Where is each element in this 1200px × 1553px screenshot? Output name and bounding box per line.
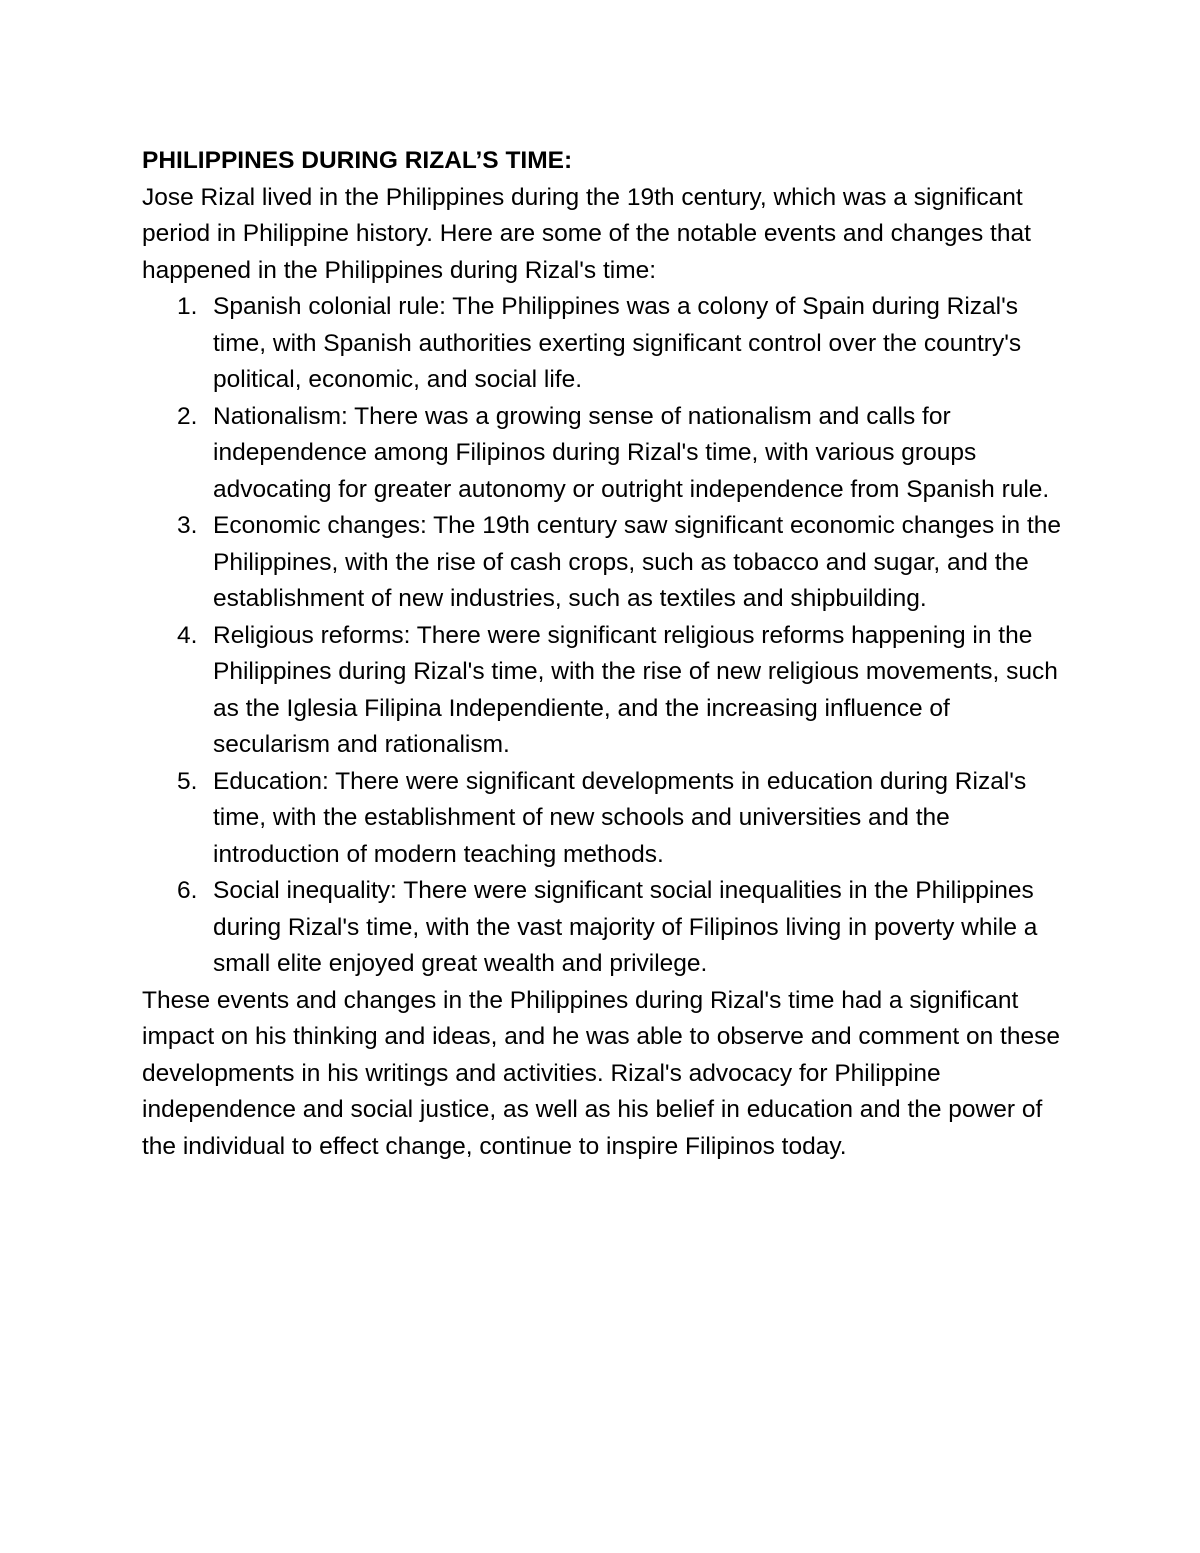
list-item xyxy=(142,289,1067,399)
list-item xyxy=(142,873,1067,983)
list-item xyxy=(142,508,1067,618)
list-item-number: 1. xyxy=(177,293,198,320)
list-item-text: Economic changes: The 19th century saw significant economic changes in the Philippines, with the rise of cash crops, such as tobacco and sugar, and the establishment of new industries, such as textiles and shipbuilding. xyxy=(213,512,1062,612)
list-item-number: 3. xyxy=(177,512,198,539)
list-item-number: 2. xyxy=(177,402,198,430)
document-title: PHILIPPINES DURING RIZAL’S TIME: xyxy=(142,147,573,174)
list-item-number: 6. xyxy=(177,877,198,904)
intro-paragraph: Jose Rizal lived in the Philippines during the 19th century, which was a significant period in Philippine history. Here are some of the notable events and changes that happened in the Philippines during Rizal's time: xyxy=(142,183,1031,284)
list-item-text: Nationalism: There was a growing sense of nationalism and calls for independence among Filipinos during Rizal's time, with various groups advocating for greater autonomy or outright independence from Spanish rule. xyxy=(213,402,1050,503)
document-body xyxy=(142,143,1067,1165)
numbered-list xyxy=(142,289,1067,983)
list-item xyxy=(142,399,1067,509)
list-item-number: 4. xyxy=(177,621,198,649)
conclusion-paragraph: These events and changes in the Philippines during Rizal's time had a significant impact on his thinking and ideas, and he was able to observe and comment on these developments in his writings and activities. Rizal's advocacy for Philippine independence and social justice, as well as his belief in education and the power of the individual to effect change, continue to inspire Filipinos today. xyxy=(142,986,1060,1160)
list-item xyxy=(142,764,1067,874)
list-item-text: Religious reforms: There were significant religious reforms happening in the Philippines during Rizal's time, with the rise of new religious movements, such as the Iglesia Filipina Independiente, and the increasing influence of secularism and rationalism. xyxy=(213,621,1058,758)
list-item-text: Education: There were significant developments in education during Rizal's time, with the establishment of new schools and universities and the introduction of modern teaching methods. xyxy=(213,767,1027,868)
list-item-text: Spanish colonial rule: The Philippines was a colony of Spain during Rizal's time, with Spanish authorities exerting significant control over the country's political, economic, and social life. xyxy=(213,293,1022,393)
list-item xyxy=(142,618,1067,764)
list-item-text: Social inequality: There were significant social inequalities in the Philippines during Rizal's time, with the vast majority of Filipinos living in poverty while a small elite enjoyed great wealth and privilege. xyxy=(213,877,1038,977)
list-item-number: 5. xyxy=(177,767,198,795)
